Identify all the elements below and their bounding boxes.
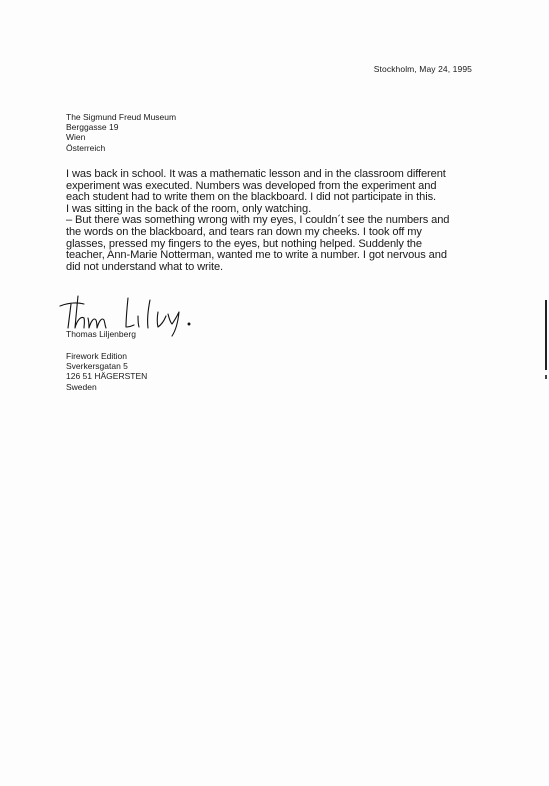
- recipient-line: The Sigmund Freud Museum: [66, 112, 177, 122]
- letter-date: Stockholm, May 24, 1995: [373, 64, 472, 74]
- signer-name: Thomas Liljenberg: [66, 329, 136, 339]
- scan-edge-mark: [545, 300, 547, 370]
- body-line: did not understand what to write.: [66, 260, 224, 273]
- recipient-line: Österreich: [66, 142, 106, 153]
- recipient-address: [66, 112, 176, 153]
- sender-line: Firework Edition: [66, 351, 127, 361]
- body-line: I was sitting in the back of the room, only watching.: [66, 202, 312, 215]
- body-line: teacher, Ann-Marie Notterman, wanted me to write a number. I got nervous and: [66, 249, 447, 262]
- letter-body: [66, 169, 486, 273]
- body-line: the words on the blackboard, and tears ran down my cheeks. I took off my: [66, 225, 422, 238]
- body-line: experiment was executed. Numbers was developed from the experiment and: [66, 179, 437, 192]
- scan-edge-mark: [545, 375, 547, 379]
- sender-address: [66, 351, 147, 392]
- body-line: I was back in school. It was a mathematic lesson and in the classroom different: [66, 168, 446, 180]
- body-line: each student had to write them on the blackboard. I did not participate in this.: [66, 191, 437, 204]
- recipient-line: Wien: [66, 132, 86, 143]
- sender-line: 126 51 HÄGERSTEN: [66, 371, 148, 382]
- recipient-line: Berggasse 19: [66, 122, 119, 133]
- body-line: – But there was something wrong with my eyes, I couldn´t see the numbers and: [66, 214, 450, 227]
- sender-line: Sweden: [66, 381, 97, 392]
- body-line: glasses, pressed my fingers to the eyes, but nothing helped. Suddenly the: [66, 237, 422, 250]
- sender-line: Sverkersgatan 5: [66, 361, 128, 372]
